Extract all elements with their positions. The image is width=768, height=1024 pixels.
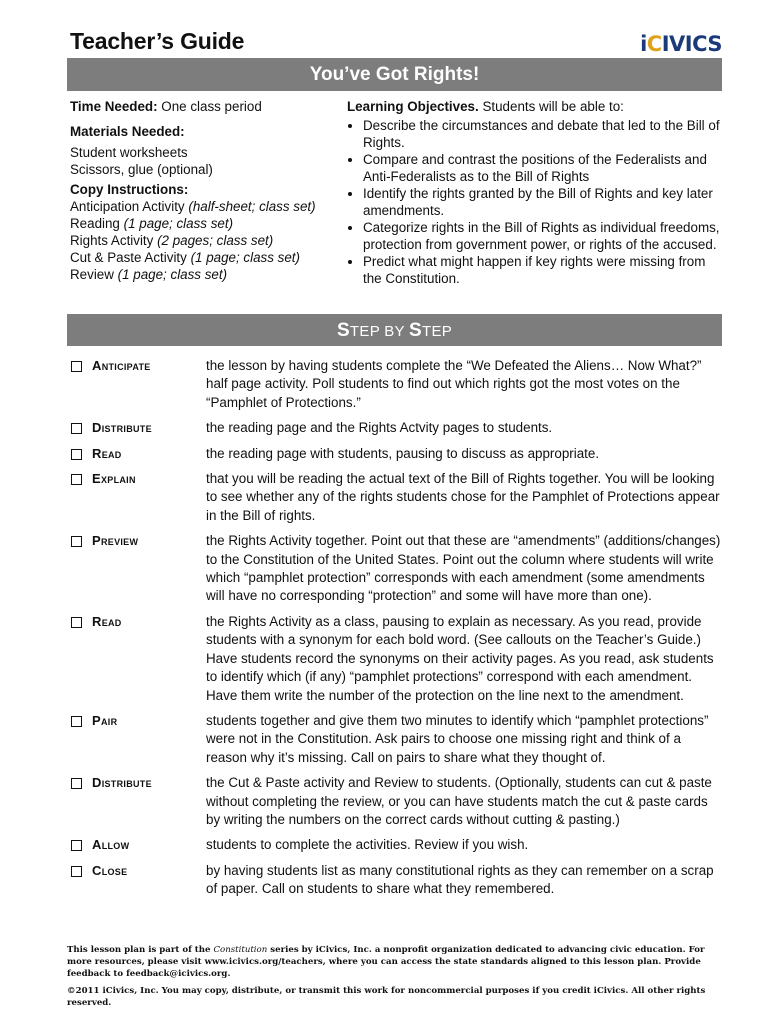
- step-row: [67, 774, 722, 829]
- objectives-intro: Students will be able to:: [482, 99, 624, 114]
- checkbox-icon[interactable]: [71, 423, 82, 434]
- checkbox-icon[interactable]: [71, 449, 82, 460]
- step-verb: Distribute: [92, 420, 152, 436]
- copyright: ©2011 iCivics, Inc. You may copy, distribute, or transmit this work for noncommercial purposes if you credit iCivics. All other rights reserved.: [67, 986, 706, 1008]
- checkbox-icon[interactable]: [71, 536, 82, 547]
- step-row: [67, 445, 722, 463]
- objective-item: • Categorize rights in the Bill of Rights as individual freedoms, protection from government power, or rights of the accused.: [363, 219, 722, 253]
- step-text: the Rights Activity together. Point out that these are “amendments” (additions/changes) to the Constitution of the United States. Point out the column where students will write which “pamphlet protection” corresponds with each amendment (some amendments will have no corresponding “protection” and some will have more than one).: [206, 533, 721, 604]
- objectives-label: Learning Objectives.: [347, 99, 479, 114]
- learning-objectives: [347, 98, 722, 287]
- step-verb: Explain: [92, 471, 136, 487]
- copy-instructions-label: Copy Instructions:: [70, 182, 189, 197]
- step-text: students to complete the activities. Review if you wish.: [206, 837, 529, 853]
- copy-item: Review (1 page; class set): [70, 267, 228, 282]
- checkbox-icon[interactable]: [71, 840, 82, 851]
- step-row: [67, 470, 722, 525]
- checkbox-icon[interactable]: [71, 778, 82, 789]
- copy-item: Cut & Paste Activity (1 page; class set): [70, 250, 300, 265]
- checkbox-icon[interactable]: [71, 716, 82, 727]
- step-row: [67, 613, 722, 705]
- page-title: Teacher’s Guide: [70, 28, 245, 54]
- time-value: One class period: [161, 99, 262, 114]
- header: [67, 28, 722, 58]
- step-verb: Preview: [92, 533, 139, 549]
- step-text: the Cut & Paste activity and Review to students. (Optionally, students can cut & paste without completing the review, or you can have students match the cut & paste cards by writing the numbers on the correct cards without cutting & pasting.): [206, 775, 712, 827]
- checkbox-icon[interactable]: [71, 361, 82, 372]
- material-item: Scissors, glue (optional): [70, 162, 213, 177]
- step-verb: Pair: [92, 712, 118, 728]
- copy-item: Anticipation Activity (half-sheet; class set): [70, 199, 316, 214]
- objective-item: • Describe the circumstances and debate that led to the Bill of Rights.: [363, 117, 722, 151]
- steps-list: [67, 357, 722, 906]
- objective-item: • Predict what might happen if key rights were missing from the Constitution.: [363, 253, 722, 287]
- objective-item: • Compare and contrast the positions of the Federalists and Anti-Federalists as to the Bill of Rights: [363, 151, 722, 185]
- step-verb: Distribute: [92, 775, 152, 791]
- step-verb: Close: [92, 862, 128, 878]
- lesson-details: [70, 98, 340, 283]
- step-verb: Read: [92, 445, 122, 461]
- material-item: Student worksheets: [70, 145, 188, 160]
- step-row: [67, 532, 722, 606]
- step-text: that you will be reading the actual text of the Bill of Rights together. You will be looking to see whether any of the rights students chose for the Pamphlet of Protections appear in the Bill of rights.: [206, 471, 720, 523]
- step-by-step-banner: STEP BY STEP: [67, 314, 722, 346]
- footer: [67, 944, 722, 1009]
- step-text: the lesson by having students complete the “We Defeated the Aliens… Now What?” half page activity. Poll students to find out which rights got the most votes on the “Pamphlet of Protections.”: [206, 358, 702, 410]
- step-text: the reading page with students, pausing to discuss as appropriate.: [206, 445, 600, 461]
- icivics-logo: iCIVICS: [640, 32, 722, 56]
- materials-list: [70, 144, 340, 178]
- checkbox-icon[interactable]: [71, 866, 82, 877]
- lesson-title-banner: You’ve Got Rights!: [67, 58, 722, 91]
- step-verb: Allow: [92, 837, 130, 853]
- step-verb: Anticipate: [92, 358, 151, 373]
- step-text: the reading page and the Rights Actvity pages to students.: [206, 420, 553, 436]
- step-row: [67, 419, 722, 437]
- checkbox-icon[interactable]: [71, 474, 82, 485]
- step-verb: Read: [92, 613, 122, 629]
- footer-note: This lesson plan is part of the Constitution series by iCivics, Inc. a nonprofit organization dedicated to advancing civic education. For more resources, please visit www.icivics.org/teachers, where you can access the state standards aligned to this lesson plan. Provide feedback to feedback@icivics.org.: [67, 945, 705, 979]
- step-text: by having students list as many constitutional rights as they can remember on a scrap of paper. Call on students to share what they remembered.: [206, 862, 714, 897]
- objective-item: • Identify the rights granted by the Bill of Rights and key later amendments.: [363, 185, 722, 219]
- time-label: Time Needed:: [70, 99, 158, 114]
- step-row: [67, 357, 722, 412]
- step-row: [67, 712, 722, 767]
- copy-instructions-list: [70, 198, 340, 283]
- objectives-list: [347, 117, 722, 287]
- materials-label: Materials Needed:: [70, 124, 185, 139]
- step-text: the Rights Activity as a class, pausing to explain as necessary. As you read, provide students with a synonym for each bold word. (See callouts on the Teacher’s Guide.) Have students record the synonyms on their activity pages. As you read, ask students to identify which (if any) “pamphlet protections” correspond with each amendment. Have them write the number of the protection on the line next to the amendment.: [206, 613, 714, 703]
- copy-item: Reading (1 page; class set): [70, 216, 234, 231]
- step-text: students together and give them two minutes to identify which “pamphlet protections” were not in the Constitution. Ask pairs to choose one missing right and think of a reason why it’s missing. Call on pairs to share what they thought of.: [206, 712, 709, 765]
- copy-item: Rights Activity (2 pages; class set): [70, 233, 274, 248]
- step-row: [67, 836, 722, 854]
- step-row: [67, 862, 722, 899]
- checkbox-icon[interactable]: [71, 617, 82, 628]
